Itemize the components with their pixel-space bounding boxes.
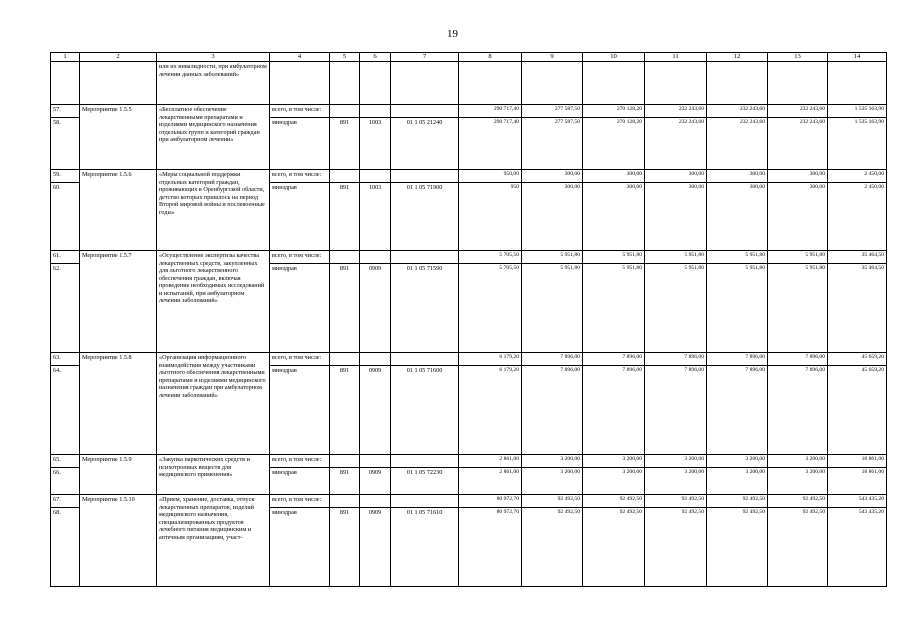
amount: 45 659,20 <box>828 353 887 366</box>
executor: всего, в том числе: <box>270 251 330 264</box>
amount: 3 200,00 <box>645 468 707 495</box>
csr-code: 01 1 05 71590 <box>391 264 459 353</box>
col-header: 3 <box>157 53 270 62</box>
executor: минздрав <box>270 183 330 251</box>
amount: 7 896,00 <box>583 353 645 366</box>
row-number: 61. <box>51 251 80 264</box>
col-header: 10 <box>583 53 645 62</box>
amount: 300,00 <box>522 183 583 251</box>
amount: 5 705,50 <box>459 251 522 264</box>
amount: 7 896,00 <box>645 353 707 366</box>
table-row <box>51 105 887 118</box>
col-header: 14 <box>828 53 887 62</box>
csr-code <box>391 455 459 468</box>
table-body <box>51 53 887 587</box>
event-name: Мероприятие 1.5.8 <box>80 353 157 455</box>
executor: минздрав <box>270 264 330 353</box>
amount: 92 492,50 <box>522 508 583 587</box>
executor: всего, в том числе: <box>270 455 330 468</box>
row-number: 58. <box>51 118 80 170</box>
csr-code <box>391 105 459 118</box>
amount: 2 861,00 <box>459 455 522 468</box>
continuation-text: или их инвалидности, при амбулаторном лечении данных заболеваний» <box>157 62 270 105</box>
amount: 5 951,80 <box>522 251 583 264</box>
amount: 92 492,50 <box>583 495 645 508</box>
amount: 1 535 163,90 <box>828 105 887 118</box>
col-header: 1 <box>51 53 80 62</box>
row-number: 63. <box>51 353 80 366</box>
csr-code: 01 1 05 21240 <box>391 118 459 170</box>
event-description: «Осуществление экспертизы качества лекарственных средств, закупленных для льготного лекарственного обеспечения граждан, включая проведение необходимых исследований и испытаний, при амбулаторном лечении заболеваний» <box>157 251 270 353</box>
amount: 5 705,50 <box>459 264 522 353</box>
amount: 3 200,00 <box>768 455 828 468</box>
amount: 3 200,00 <box>522 468 583 495</box>
amount: 300,00 <box>583 170 645 183</box>
amount: 300,00 <box>645 170 707 183</box>
rzpr-code <box>360 251 391 264</box>
amount: 3 200,00 <box>522 455 583 468</box>
row-number: 59. <box>51 170 80 183</box>
csr-code: 01 1 05 71600 <box>391 366 459 455</box>
grbs-code: 891 <box>330 366 360 455</box>
rzpr-code: 1003 <box>360 183 391 251</box>
amount: 7 896,00 <box>768 366 828 455</box>
amount: 92 492,50 <box>583 508 645 587</box>
col-header: 9 <box>522 53 583 62</box>
continuation-row <box>51 62 887 105</box>
amount: 5 951,80 <box>583 251 645 264</box>
csr-code <box>391 170 459 183</box>
grbs-code: 891 <box>330 264 360 353</box>
event-name: Мероприятие 1.5.5 <box>80 105 157 170</box>
amount: 92 492,50 <box>768 508 828 587</box>
amount: 232 243,60 <box>645 118 707 170</box>
csr-code: 01 1 05 71610 <box>391 508 459 587</box>
header-row <box>51 53 887 62</box>
amount: 3 200,00 <box>645 455 707 468</box>
event-description: «Организация информационного взаимодействия между участниками льготного обеспечения лекарственными препаратами и изделиями медицинского назначения граждан при амбулаторном лечении заболеваний» <box>157 353 270 455</box>
amount: 300,00 <box>583 183 645 251</box>
grbs-code <box>330 455 360 468</box>
amount: 5 951,80 <box>645 264 707 353</box>
rzpr-code <box>360 170 391 183</box>
grbs-code <box>330 105 360 118</box>
amount: 300,00 <box>768 183 828 251</box>
rzpr-code: 0909 <box>360 366 391 455</box>
table-row <box>51 353 887 366</box>
amount: 543 435,20 <box>828 508 887 587</box>
grbs-code <box>330 170 360 183</box>
col-header: 6 <box>360 53 391 62</box>
amount: 300,00 <box>707 183 768 251</box>
grbs-code: 891 <box>330 508 360 587</box>
row-number: 64. <box>51 366 80 455</box>
amount: 5 951,80 <box>768 251 828 264</box>
grbs-code: 891 <box>330 468 360 495</box>
event-description: «Прием, хранение, доставка, отпуск лекарственных препаратов, изделий медицинского назначения, специализированных продуктов лечебного питания медицинским и аптечным организациям, участ- <box>157 495 270 587</box>
grbs-code: 891 <box>330 118 360 170</box>
amount: 92 492,50 <box>768 495 828 508</box>
row-number: 68. <box>51 508 80 587</box>
amount: 92 492,50 <box>645 508 707 587</box>
rzpr-code: 0909 <box>360 468 391 495</box>
amount: 300,00 <box>645 183 707 251</box>
amount: 5 951,80 <box>522 264 583 353</box>
amount: 35 464,50 <box>828 264 887 353</box>
col-header: 13 <box>768 53 828 62</box>
event-name: Мероприятие 1.5.7 <box>80 251 157 353</box>
amount: 92 492,50 <box>707 508 768 587</box>
executor: всего, в том числе: <box>270 170 330 183</box>
grbs-code: 891 <box>330 183 360 251</box>
table-row <box>51 495 887 508</box>
amount: 5 951,80 <box>707 251 768 264</box>
amount: 270 128,20 <box>583 105 645 118</box>
rzpr-code <box>360 105 391 118</box>
event-name: Мероприятие 1.5.6 <box>80 170 157 251</box>
amount: 5 951,80 <box>645 251 707 264</box>
col-header: 4 <box>270 53 330 62</box>
csr-code <box>391 495 459 508</box>
table-row <box>51 170 887 183</box>
amount: 2 861,00 <box>459 468 522 495</box>
csr-code <box>391 353 459 366</box>
amount: 2 450,00 <box>828 183 887 251</box>
amount: 92 492,50 <box>707 495 768 508</box>
amount: 3 200,00 <box>707 455 768 468</box>
amount: 950,00 <box>459 170 522 183</box>
amount: 232 243,60 <box>768 105 828 118</box>
csr-code: 01 1 05 72230 <box>391 468 459 495</box>
col-header: 8 <box>459 53 522 62</box>
amount: 300,00 <box>522 170 583 183</box>
amount: 3 200,00 <box>583 455 645 468</box>
event-name: Мероприятие 1.5.9 <box>80 455 157 495</box>
executor: всего, в том числе: <box>270 495 330 508</box>
amount: 18 861,00 <box>828 455 887 468</box>
executor: минздрав <box>270 468 330 495</box>
amount: 232 243,60 <box>645 105 707 118</box>
amount: 1 535 163,90 <box>828 118 887 170</box>
amount: 300,00 <box>707 170 768 183</box>
rzpr-code <box>360 455 391 468</box>
executor: минздрав <box>270 118 330 170</box>
amount: 92 492,50 <box>645 495 707 508</box>
event-description: «Закупка наркотических средств и психотропных веществ для медицинского применения» <box>157 455 270 495</box>
amount: 277 587,50 <box>522 118 583 170</box>
amount: 7 896,00 <box>707 366 768 455</box>
rzpr-code: 0909 <box>360 508 391 587</box>
row-number: 67. <box>51 495 80 508</box>
rzpr-code: 1003 <box>360 118 391 170</box>
amount: 7 896,00 <box>645 366 707 455</box>
page-number: 19 <box>447 28 458 40</box>
csr-code <box>391 251 459 264</box>
col-header: 7 <box>391 53 459 62</box>
amount: 290 717,40 <box>459 105 522 118</box>
budget-table <box>50 52 887 587</box>
amount: 5 951,80 <box>768 264 828 353</box>
row-number: 60. <box>51 183 80 251</box>
col-header: 2 <box>80 53 157 62</box>
amount: 18 861,00 <box>828 468 887 495</box>
table-row <box>51 251 887 264</box>
amount: 5 951,80 <box>583 264 645 353</box>
event-description: «Бесплатное обеспечение лекарственными препаратами и изделиями медицинского назначения отдельных групп и категорий граждан при амбулаторном лечении» <box>157 105 270 170</box>
amount: 80 972,70 <box>459 495 522 508</box>
rzpr-code <box>360 353 391 366</box>
row-number: 57. <box>51 105 80 118</box>
amount: 5 951,80 <box>707 264 768 353</box>
executor: минздрав <box>270 366 330 455</box>
amount: 7 896,00 <box>768 353 828 366</box>
event-description: «Меры социальной поддержки отдельных категорий граждан, проживающих в Оренбургской области, детство которых пришлось на период Второй мировой войны и послевоенные годы» <box>157 170 270 251</box>
col-header: 12 <box>707 53 768 62</box>
amount: 45 659,20 <box>828 366 887 455</box>
amount: 950 <box>459 183 522 251</box>
rzpr-code <box>360 495 391 508</box>
executor: всего, в том числе: <box>270 105 330 118</box>
grbs-code <box>330 353 360 366</box>
amount: 290 717,40 <box>459 118 522 170</box>
executor: всего, в том числе: <box>270 353 330 366</box>
event-name: Мероприятие 1.5.10 <box>80 495 157 587</box>
amount: 2 450,00 <box>828 170 887 183</box>
amount: 35 464,50 <box>828 251 887 264</box>
amount: 3 200,00 <box>583 468 645 495</box>
executor: минздрав <box>270 508 330 587</box>
amount: 3 200,00 <box>707 468 768 495</box>
amount: 7 896,00 <box>583 366 645 455</box>
grbs-code <box>330 495 360 508</box>
amount: 232 243,60 <box>768 118 828 170</box>
amount: 6 179,20 <box>459 353 522 366</box>
csr-code: 01 1 05 71900 <box>391 183 459 251</box>
amount: 3 200,00 <box>768 468 828 495</box>
amount: 7 896,00 <box>707 353 768 366</box>
amount: 92 492,50 <box>522 495 583 508</box>
col-header: 5 <box>330 53 360 62</box>
amount: 270 128,20 <box>583 118 645 170</box>
row-number: 62. <box>51 264 80 353</box>
amount: 6 179,20 <box>459 366 522 455</box>
table-row <box>51 455 887 468</box>
amount: 80 972,70 <box>459 508 522 587</box>
amount: 232 243,60 <box>707 105 768 118</box>
amount: 7 896,00 <box>522 353 583 366</box>
col-header: 11 <box>645 53 707 62</box>
row-number: 65. <box>51 455 80 468</box>
amount: 543 435,20 <box>828 495 887 508</box>
amount: 277 587,50 <box>522 105 583 118</box>
amount: 7 896,00 <box>522 366 583 455</box>
amount: 300,00 <box>768 170 828 183</box>
row-number: 66. <box>51 468 80 495</box>
grbs-code <box>330 251 360 264</box>
rzpr-code: 0909 <box>360 264 391 353</box>
amount: 232 243,60 <box>707 118 768 170</box>
